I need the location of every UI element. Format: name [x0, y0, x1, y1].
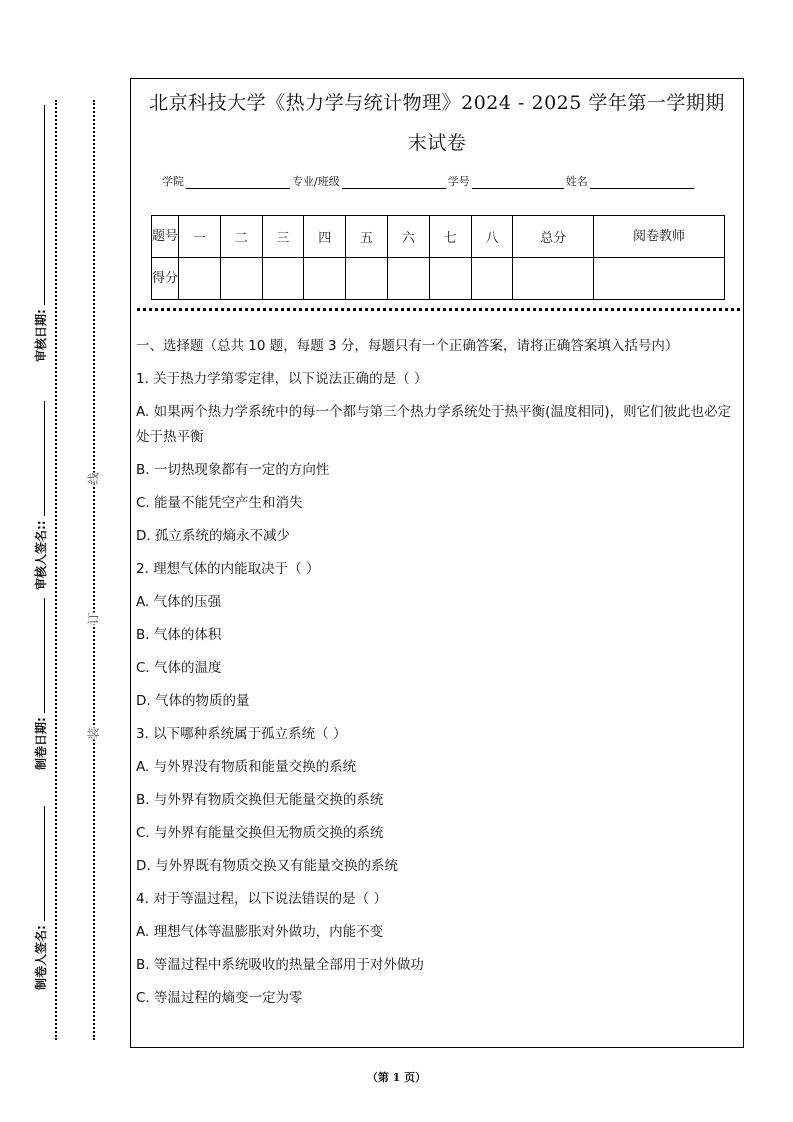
option-line: D. 气体的物质的量 [136, 693, 250, 709]
header-cell: 五 [346, 216, 388, 258]
header-cell: 八 [471, 216, 513, 258]
option-line: C. 与外界有能量交换但无物质交换的系统 [136, 825, 384, 841]
question-line: 2. 理想气体的内能取决于（ ） [136, 561, 320, 577]
option-line: C. 气体的温度 [136, 660, 222, 676]
binding-dotted-line [55, 100, 57, 1040]
option-line: A. 如果两个热力学系统中的每一个都与第三个热力学系统处于热平衡(温度相同)，则它们彼此也必定处于热平衡 [136, 404, 732, 445]
header-cell: 二 [220, 216, 262, 258]
review-date-field: 审核日期: [32, 105, 49, 362]
section-heading: 一、选择题（总共 10 题，每题 3 分，每题只有一个正确答案，请将正确答案填入括号内） [136, 338, 679, 354]
college-field[interactable] [186, 176, 290, 189]
binding-dotted-line [93, 100, 95, 1040]
option-line: B. 气体的体积 [136, 627, 222, 643]
score-cell[interactable] [513, 258, 594, 300]
score-cell[interactable] [346, 258, 388, 300]
name-label: 姓名 [565, 175, 588, 188]
questions [136, 330, 741, 1015]
option-line: A. 与外界没有物质和能量交换的系统 [136, 759, 357, 775]
header-cell: 三 [262, 216, 304, 258]
header-cell: 六 [387, 216, 429, 258]
score-cell[interactable] [429, 258, 471, 300]
page-number: （第 1 页） [366, 1071, 427, 1084]
score-label: 得分 [152, 258, 179, 300]
header-cell: 一 [179, 216, 221, 258]
question-no-label: 题号 [152, 216, 179, 258]
score-cell[interactable] [387, 258, 429, 300]
binding-mark: 线 [86, 472, 101, 485]
reviewer-sign-field: 审核人签名:: [32, 401, 49, 590]
student-id-field[interactable] [472, 176, 564, 189]
major-field[interactable] [342, 176, 446, 189]
option-line: C. 能量不能凭空产生和消失 [136, 495, 303, 511]
college-label: 学院 [162, 175, 184, 188]
binding-mark: 订 [86, 612, 101, 625]
option-line: A. 理想气体等温膨胀对外做功，内能不变 [136, 924, 384, 940]
student-id-label: 学号 [447, 175, 470, 188]
maker-sign-field: 制卷人签名: [32, 806, 49, 990]
option-line: B. 一切热现象都有一定的方向性 [136, 462, 330, 478]
score-cell[interactable] [179, 258, 221, 300]
score-cell[interactable] [220, 258, 262, 300]
question-line: 4. 对于等温过程，以下说法错误的是（ ） [136, 891, 387, 907]
maker-date-field: 制卷日期: [32, 598, 49, 770]
score-cell[interactable] [304, 258, 346, 300]
option-line: D. 与外界既有物质交换又有能量交换的系统 [136, 858, 398, 874]
name-field[interactable] [590, 176, 694, 189]
exam-title: 北京科技大学《热力学与统计物理》2024 - 2025 学年第一学期期 [149, 92, 725, 114]
score-cell[interactable] [471, 258, 513, 300]
question-line: 3. 以下哪种系统属于孤立系统（ ） [136, 726, 347, 742]
option-line: C. 等温过程的熵变一定为零 [136, 990, 303, 1006]
option-line: A. 气体的压强 [136, 594, 222, 610]
student-info [162, 173, 696, 189]
option-line: D. 孤立系统的熵永不减少 [136, 528, 290, 544]
score-table [151, 215, 725, 300]
question-line: 1. 关于热力学第零定律，以下说法正确的是（ ） [136, 371, 428, 387]
header-cell: 总分 [513, 216, 594, 258]
score-cell[interactable] [262, 258, 304, 300]
binding-mark: 装 [86, 727, 101, 740]
exam-title-cont: 末试卷 [407, 132, 467, 154]
header-cell: 七 [429, 216, 471, 258]
option-line: B. 与外界有物质交换但无能量交换的系统 [136, 792, 384, 808]
score-cell[interactable] [594, 258, 725, 300]
header-cell: 阅卷教师 [594, 216, 725, 258]
dotted-divider [137, 308, 740, 311]
option-line: B. 等温过程中系统吸收的热量全部用于对外做功 [136, 957, 424, 973]
major-label: 专业/班级 [292, 175, 340, 188]
header-cell: 四 [304, 216, 346, 258]
